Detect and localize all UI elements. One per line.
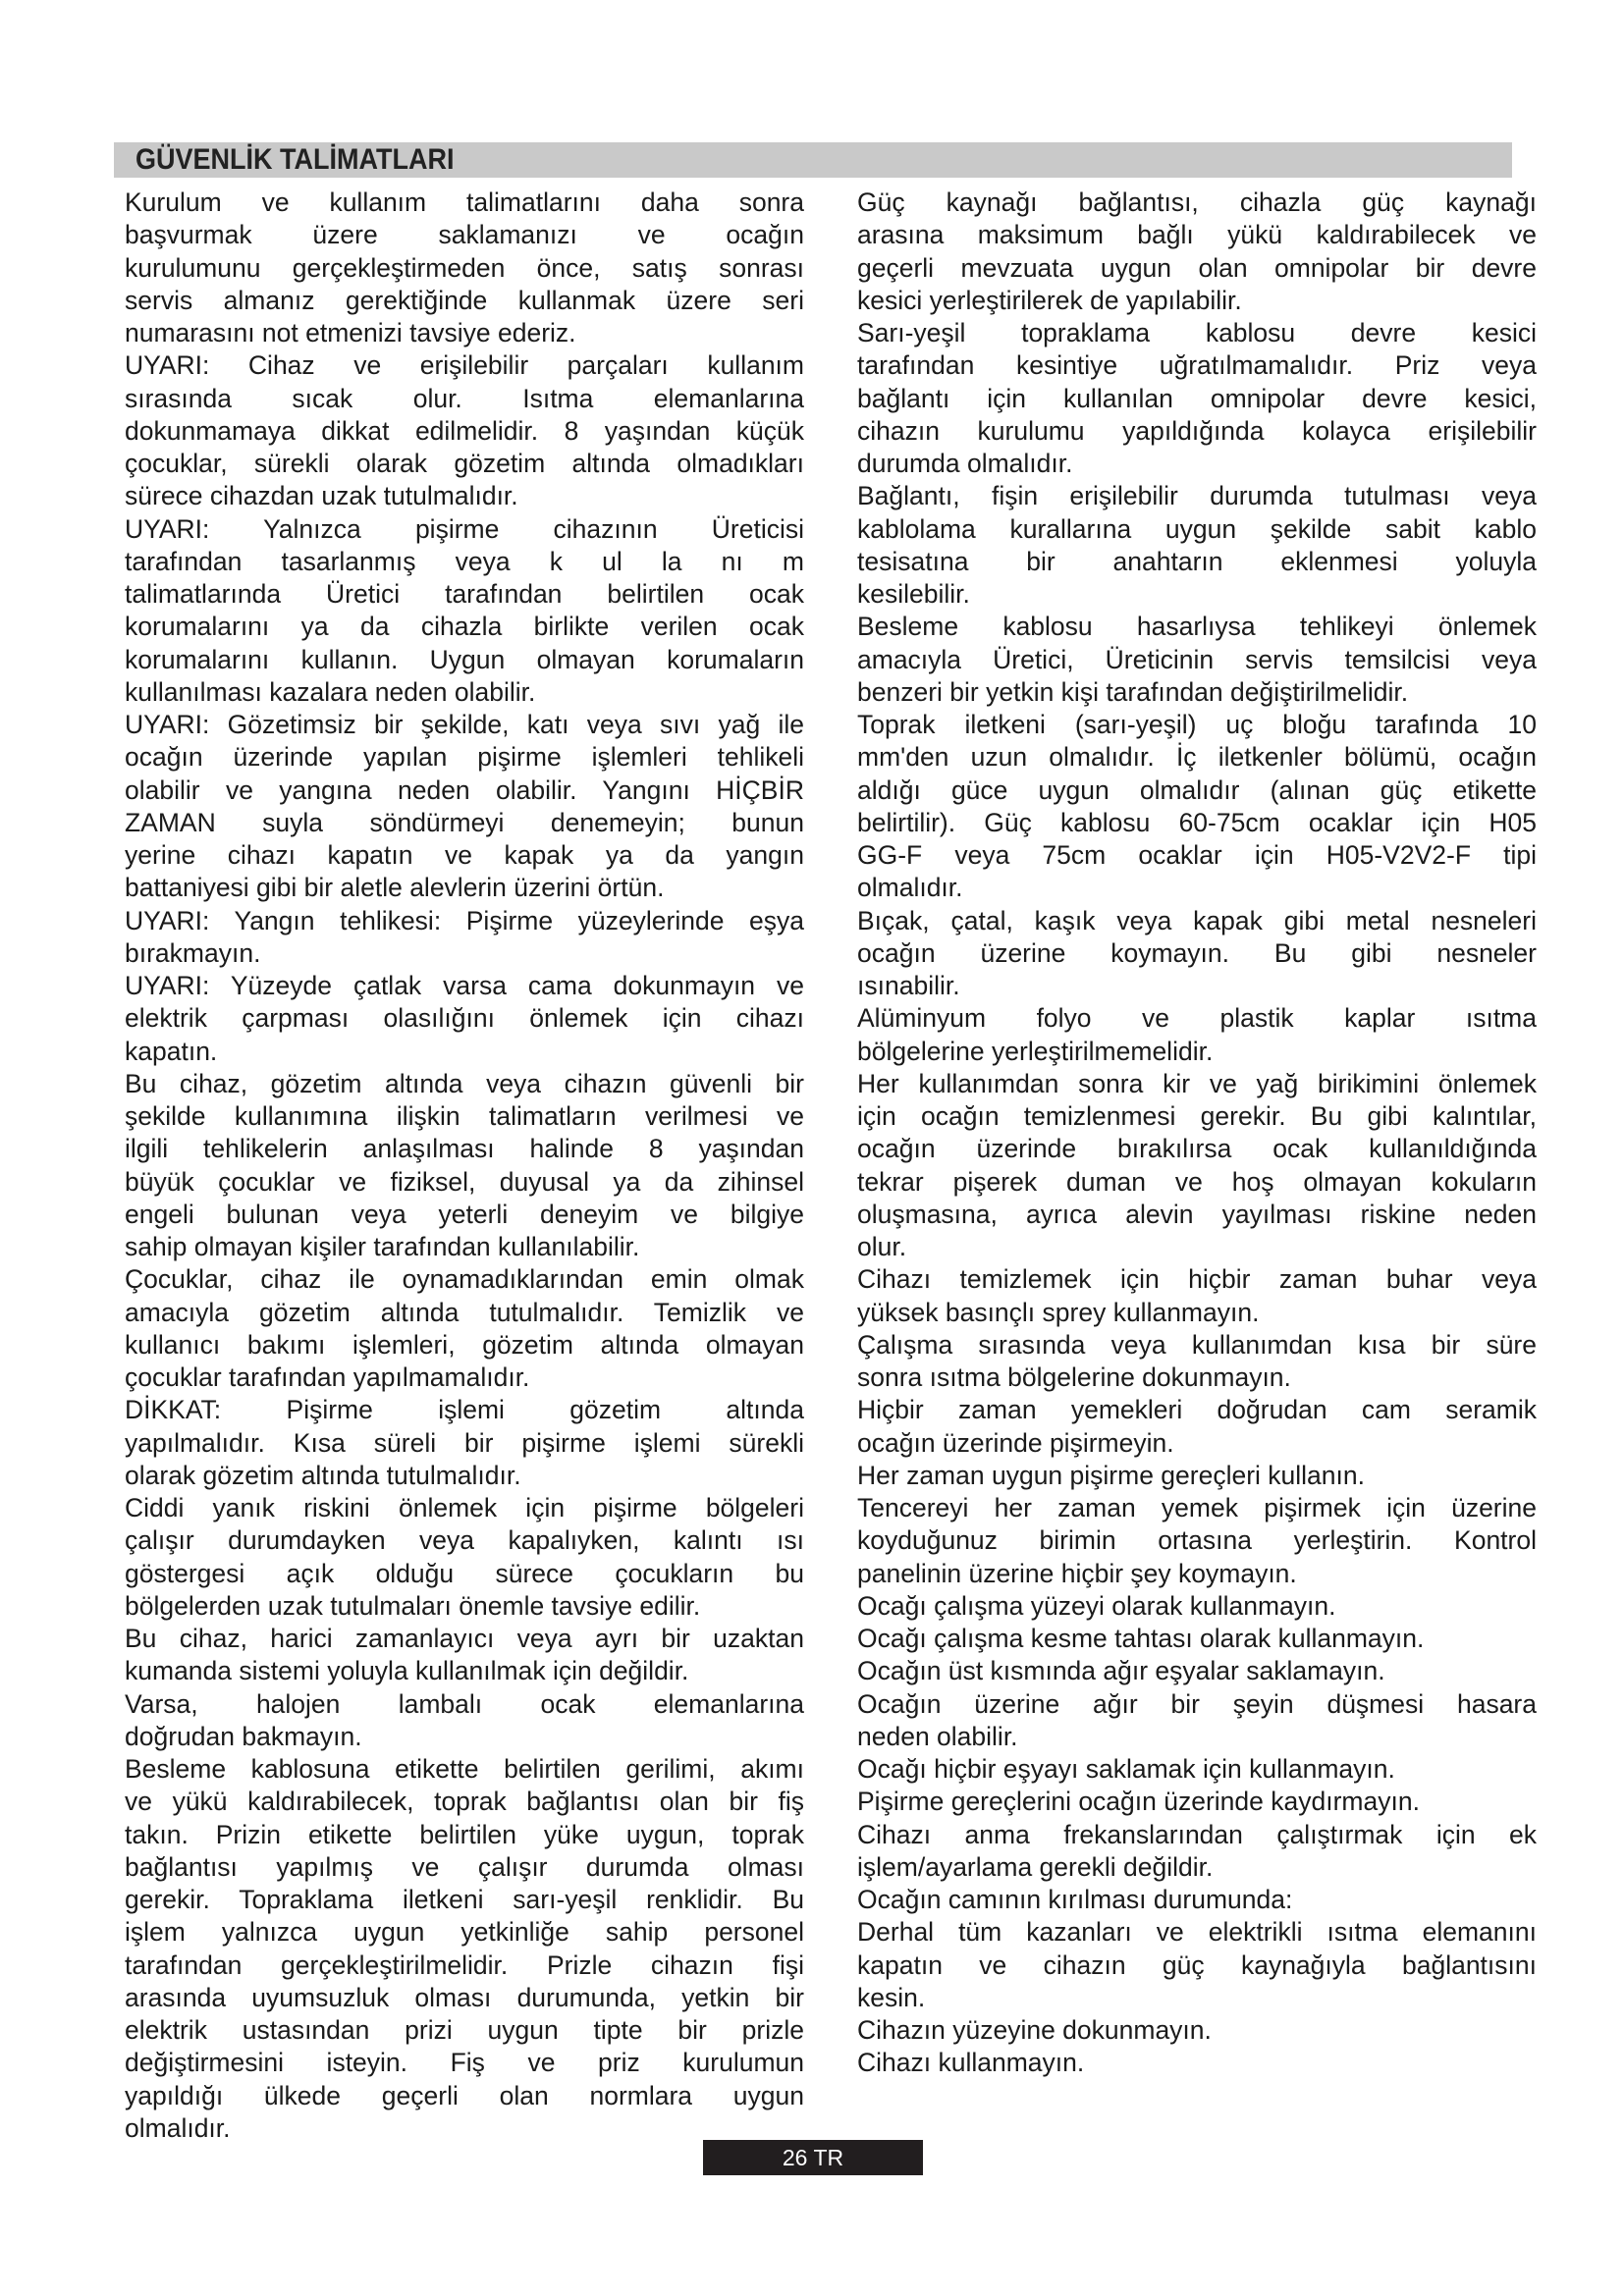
paragraph (857, 1590, 1537, 1623)
text-line: mm'den uzun olmalıdır. İç iletkenler bölümü, ocağın (857, 742, 1537, 773)
text-line: Her zaman uygun pişirme gereçleri kullanın. (857, 1460, 1365, 1490)
text-line: Çocuklar, cihaz ile oynamadıklarından emin olmak (125, 1264, 804, 1295)
paragraph (125, 349, 804, 512)
paragraph (857, 1460, 1537, 1492)
text-line: tarafından gerçekleştirilmelidir. Prizle cihazın fişi (125, 1949, 804, 1980)
text-line: aldığı güce uygun olmalıdır (alınan güç etikette (857, 774, 1537, 805)
text-line: UYARI: Yüzeyde çatlak varsa cama dokunmayın ve (125, 971, 804, 1000)
text-line: Ocağın üst kısmında ağır eşyalar saklamayın. (857, 1656, 1385, 1686)
text-line: ocağın üzerinde yapılan pişirme işlemleri tehlikeli (125, 742, 804, 773)
text-line: bırakmayın. (125, 937, 261, 968)
text-line: Bağlantı, fişin erişilebilir durumda tutulması veya (857, 481, 1537, 511)
paragraph (125, 970, 804, 1068)
text-line: Derhal tüm kazanları ve elektrikli ısıtma elemanını (857, 1917, 1537, 1948)
text-line: sahip olmayan kişiler tarafından kullanılabilir. (125, 1232, 640, 1261)
text-line: sürece cihazdan uzak tutulmalıdır. (125, 481, 518, 511)
text-line: oluşmasına, ayrıca alevin yayılması riskine neden (857, 1199, 1537, 1229)
text-line: Cihazın yüzeyine dokunmayın. (857, 2015, 1212, 2045)
text-line: kesin. (857, 1982, 926, 2012)
paragraph (857, 187, 1537, 317)
text-line: kapatın ve cihazın güç kaynağıyla bağlantısını (857, 1949, 1537, 1980)
paragraph (857, 1002, 1537, 1068)
text-line: Cihazı temizlemek için hiçbir zaman buhar veya (857, 1264, 1537, 1295)
text-line: yapıldığı ülkede geçerli olan normlara uygun (125, 2080, 804, 2110)
paragraph (125, 1068, 804, 1264)
paragraph (125, 1263, 804, 1394)
text-line: olarak gözetim altında tutulmalıdır. (125, 1460, 521, 1490)
text-line: GG-F veya 75cm ocaklar için H05-V2V2-F tipi (857, 840, 1537, 870)
paragraph (857, 1916, 1537, 2014)
text-line: elektrik çarpması olasılığını önlemek için cihazı (125, 1003, 804, 1034)
text-line: Besleme kablosuna etikette belirtilen gerilimi, akımı (125, 1754, 804, 1784)
paragraph (125, 1688, 804, 1754)
paragraph (857, 2047, 1537, 2079)
text-line: Besleme kablosu hasarlıysa tehlikeyi önlemek (857, 612, 1537, 642)
paragraph (125, 1492, 804, 1623)
text-line: Ciddi yanık riskini önlemek için pişirme bölgeleri (125, 1493, 804, 1522)
text-line: Toprak iletkeni (sarı-yeşil) uç bloğu tarafında 10 (857, 710, 1537, 739)
text-line: panelinin üzerine hiçbir şey koymayın. (857, 1558, 1297, 1588)
text-line: çocuklar, sürekli olarak gözetim altında olmadıkları (125, 449, 804, 478)
text-line: tarafından tasarlanmış veya k ul la nı m (125, 546, 804, 576)
text-line: Bu cihaz, harici zamanlayıcı veya ayrı bir uzaktan (125, 1624, 804, 1653)
paragraph (857, 611, 1537, 709)
text-line: battaniyesi gibi bir aletle alevlerin üzerini örtün. (125, 873, 665, 903)
text-line: belirtilir). Güç kablosu 60-75cm ocaklar için H05 (857, 807, 1537, 837)
text-line: talimatlarında Üretici tarafından belirtilen ocak (125, 579, 804, 609)
text-line: Bu cihaz, gözetim altında veya cihazın güvenli bir (125, 1068, 804, 1098)
text-line: işlem yalnızca uygun yetkinliğe sahip personel (125, 1917, 804, 1948)
text-line: ZAMAN suyla söndürmeyi denemeyin; bunun (125, 807, 804, 837)
text-line: elektrik ustasından prizi uygun tipte bir prizle (125, 2015, 804, 2045)
text-line: olmalıdır. (857, 873, 963, 903)
text-line: kumanda sistemi yoluyla kullanılmak için değildir. (125, 1656, 689, 1686)
paragraph (857, 2014, 1537, 2047)
text-line: Çalışma sırasında veya kullanımdan kısa bir süre (857, 1329, 1537, 1360)
text-line: ve yükü kaldırabilecek, toprak bağlantısı olan bir fiş (125, 1787, 804, 1817)
text-line: göstergesi açık olduğu sürece çocukların bu (125, 1558, 804, 1588)
text-line: numarasını not etmenizi tavsiye ederiz. (125, 318, 576, 347)
text-line: Varsa, halojen lambalı ocak elemanlarına (125, 1688, 804, 1719)
text-line: arasında uyumsuzluk olması durumunda, yetkin bir (125, 1982, 804, 2012)
text-line: tesisatına bir anahtarın eklenmesi yoluyla (857, 546, 1537, 576)
text-line: geçerli mevzuata uygun olan omnipolar bir devre (857, 252, 1537, 283)
text-line: takın. Prizin etikette belirtilen yüke uygun, toprak (125, 1819, 804, 1849)
text-line: kullanılması kazalara neden olabilir. (125, 676, 536, 707)
paragraph (857, 1623, 1537, 1655)
text-line: büyük çocuklar ve fiziksel, duyusal ya da zihinsel (125, 1166, 804, 1197)
text-line: bağlantı için kullanılan omnipolar devre kesici, (857, 383, 1537, 413)
paragraph (857, 1688, 1537, 1754)
text-line: Her kullanımdan sonra kir ve yağ birikimini önlemek (857, 1068, 1537, 1098)
paragraph (125, 1623, 804, 1688)
text-line: yapılmalıdır. Kısa süreli bir pişirme işlemi sürekli (125, 1427, 804, 1458)
paragraph (857, 1884, 1537, 1916)
text-line: kurulumunu gerçekleştirmeden önce, satış sonrası (125, 252, 804, 283)
text-line: sırasında sıcak olur. Isıtma elemanlarına (125, 383, 804, 413)
text-line: Alüminyum folyo ve plastik kaplar ısıtma (857, 1003, 1537, 1034)
section-title: GÜVENLİK TALİMATLARI (135, 143, 455, 176)
paragraph (857, 1068, 1537, 1264)
paragraph (125, 905, 804, 971)
text-line: kesici yerleştirilerek de yapılabilir. (857, 285, 1242, 315)
text-line: bölgelerden uzak tutulmaları önemle tavsiye edilir. (125, 1590, 701, 1621)
text-line: Hiçbir zaman yemekleri doğrudan cam seramik (857, 1395, 1537, 1425)
text-line: Cihazı anma frekanslarından çalıştırmak için ek (857, 1819, 1537, 1849)
text-line: cihazın kurulumu yapıldığında kolayca erişilebilir (857, 415, 1537, 446)
paragraph (857, 1394, 1537, 1460)
text-line: için ocağın temizlenmesi gerekir. Bu gibi kalıntılar, (857, 1101, 1537, 1131)
text-line: servis almanız gerektiğinde kullanmak üzere seri (125, 285, 804, 315)
text-line: UYARI: Yalnızca pişirme cihazının Üreticisi (125, 513, 804, 544)
text-line: Pişirme gereçlerini ocağın üzerinde kaydırmayın. (857, 1787, 1420, 1817)
paragraph (125, 709, 804, 905)
text-line: olur. (857, 1232, 907, 1261)
text-line: UYARI: Gözetimsiz bir şekilde, katı veya sıvı yağ ile (125, 710, 804, 739)
text-line: yüksek basınçlı sprey kullanmayın. (857, 1297, 1260, 1327)
text-line: Ocağın camının kırılması durumunda: (857, 1885, 1293, 1914)
text-line: Güç kaynağı bağlantısı, cihazla güç kaynağı (857, 187, 1537, 217)
text-line: durumda olmalıdır. (857, 449, 1073, 478)
paragraph (857, 1786, 1537, 1818)
text-line: tarafından kesintiye uğratılmamalıdır. Priz veya (857, 350, 1537, 381)
text-line: değiştirmesini isteyin. Fiş ve priz kurulumun (125, 2048, 804, 2078)
text-line: neden olabilir. (857, 1721, 1018, 1751)
text-line: Ocağı çalışma kesme tahtası olarak kullanmayın. (857, 1624, 1425, 1653)
text-line: Kurulum ve kullanım talimatlarını daha sonra (125, 187, 804, 217)
text-line: doğrudan bakmayın. (125, 1721, 362, 1751)
text-line: kapatın. (125, 1036, 218, 1066)
paragraph (857, 317, 1537, 480)
page-number-badge: 26 TR (703, 2140, 923, 2175)
text-line: korumalarını ya da cihazla birlikte verilen ocak (125, 612, 804, 642)
text-line: Bıçak, çatal, kaşık veya kapak gibi metal nesneleri (857, 905, 1537, 935)
paragraph (857, 1492, 1537, 1590)
text-line: Ocağı çalışma yüzeyi olarak kullanmayın. (857, 1590, 1336, 1621)
text-line: ocağın üzerinde bırakılırsa ocak kullanıldığında (857, 1134, 1537, 1164)
text-line: Ocağı hiçbir eşyayı saklamak için kullanmayın. (857, 1754, 1395, 1784)
text-line: ocağın üzerine koymayın. Bu gibi nesneler (857, 937, 1537, 968)
section-header-bar (114, 142, 1512, 178)
text-line: UYARI: Yangın tehlikesi: Pişirme yüzeylerinde eşya (125, 905, 804, 935)
text-line: UYARI: Cihaz ve erişilebilir parçaları kullanım (125, 350, 804, 381)
paragraph (125, 187, 804, 349)
text-line: şekilde kullanımına ilişkin talimatların verilmesi ve (125, 1101, 804, 1131)
text-line: bölgelerine yerleştirilmemelidir. (857, 1036, 1214, 1066)
text-line: bağlantısı yapılmış ve çalışır durumda olması (125, 1851, 804, 1882)
paragraph (857, 905, 1537, 1003)
text-line: tekrar pişerek duman ve hoş olmayan kokuların (857, 1166, 1537, 1197)
paragraph (857, 1819, 1537, 1885)
text-line: kablolama kurallarına uygun şekilde sabit kablo (857, 513, 1537, 544)
paragraph (857, 480, 1537, 611)
text-line: amacıyla gözetim altında tutulmalıdır. Temizlik ve (125, 1297, 804, 1327)
paragraph (125, 1394, 804, 1492)
text-line: yerine cihazı kapatın ve kapak ya da yangın (125, 840, 804, 870)
left-text-column (125, 187, 804, 2145)
text-line: koyduğunuz birimin ortasına yerleştirin. Kontrol (857, 1525, 1537, 1556)
text-line: Ocağın üzerine ağır bir şeyin düşmesi hasara (857, 1688, 1537, 1719)
text-line: benzeri bir yetkin kişi tarafından değiştirilmelidir. (857, 676, 1409, 707)
text-line: başvurmak üzere saklamanızı ve ocağın (125, 220, 804, 250)
text-line: arasına maksimum bağlı yükü kaldırabilecek ve (857, 220, 1537, 250)
text-line: çalışır durumdayken veya kapalıyken, kalıntı ısı (125, 1525, 804, 1556)
text-line: işlem/ayarlama gerekli değildir. (857, 1851, 1214, 1882)
text-line: Cihazı kullanmayın. (857, 2048, 1085, 2078)
paragraph (125, 513, 804, 710)
text-line: gerekir. Topraklama iletkeni sarı-yeşil renklidir. Bu (125, 1885, 804, 1914)
text-line: çocuklar tarafından yapılmamalıdır. (125, 1362, 530, 1392)
text-line: ocağın üzerinde pişirmeyin. (857, 1427, 1174, 1458)
paragraph (857, 1753, 1537, 1786)
paragraph (857, 709, 1537, 905)
text-line: Sarı-yeşil topraklama kablosu devre kesici (857, 318, 1537, 347)
text-line: DİKKAT: Pişirme işlemi gözetim altında (125, 1395, 804, 1425)
text-line: amacıyla Üretici, Üreticinin servis temsilcisi veya (857, 644, 1537, 674)
text-line: dokunmamaya dikkat edilmelidir. 8 yaşından küçük (125, 415, 804, 446)
text-line: sonra ısıtma bölgelerine dokunmayın. (857, 1362, 1291, 1392)
right-text-column (857, 187, 1537, 2080)
text-line: engeli bulunan veya yeterli deneyim ve bilgiye (125, 1199, 804, 1229)
text-line: korumalarını kullanın. Uygun olmayan korumaların (125, 644, 804, 674)
paragraph (125, 1753, 804, 2145)
text-line: kesilebilir. (857, 579, 970, 609)
text-line: olmalıdır. (125, 2112, 231, 2143)
paragraph (857, 1329, 1537, 1395)
text-line: Tencereyi her zaman yemek pişirmek için üzerine (857, 1493, 1537, 1522)
text-line: ilgili tehlikelerin anlaşılması halinde 8 yaşından (125, 1134, 804, 1164)
text-line: ısınabilir. (857, 971, 960, 1000)
text-line: olabilir ve yangına neden olabilir. Yangını HİÇBİR (125, 774, 804, 805)
paragraph (857, 1655, 1537, 1687)
paragraph (857, 1263, 1537, 1329)
text-line: kullanıcı bakımı işlemleri, gözetim altında olmayan (125, 1329, 804, 1360)
